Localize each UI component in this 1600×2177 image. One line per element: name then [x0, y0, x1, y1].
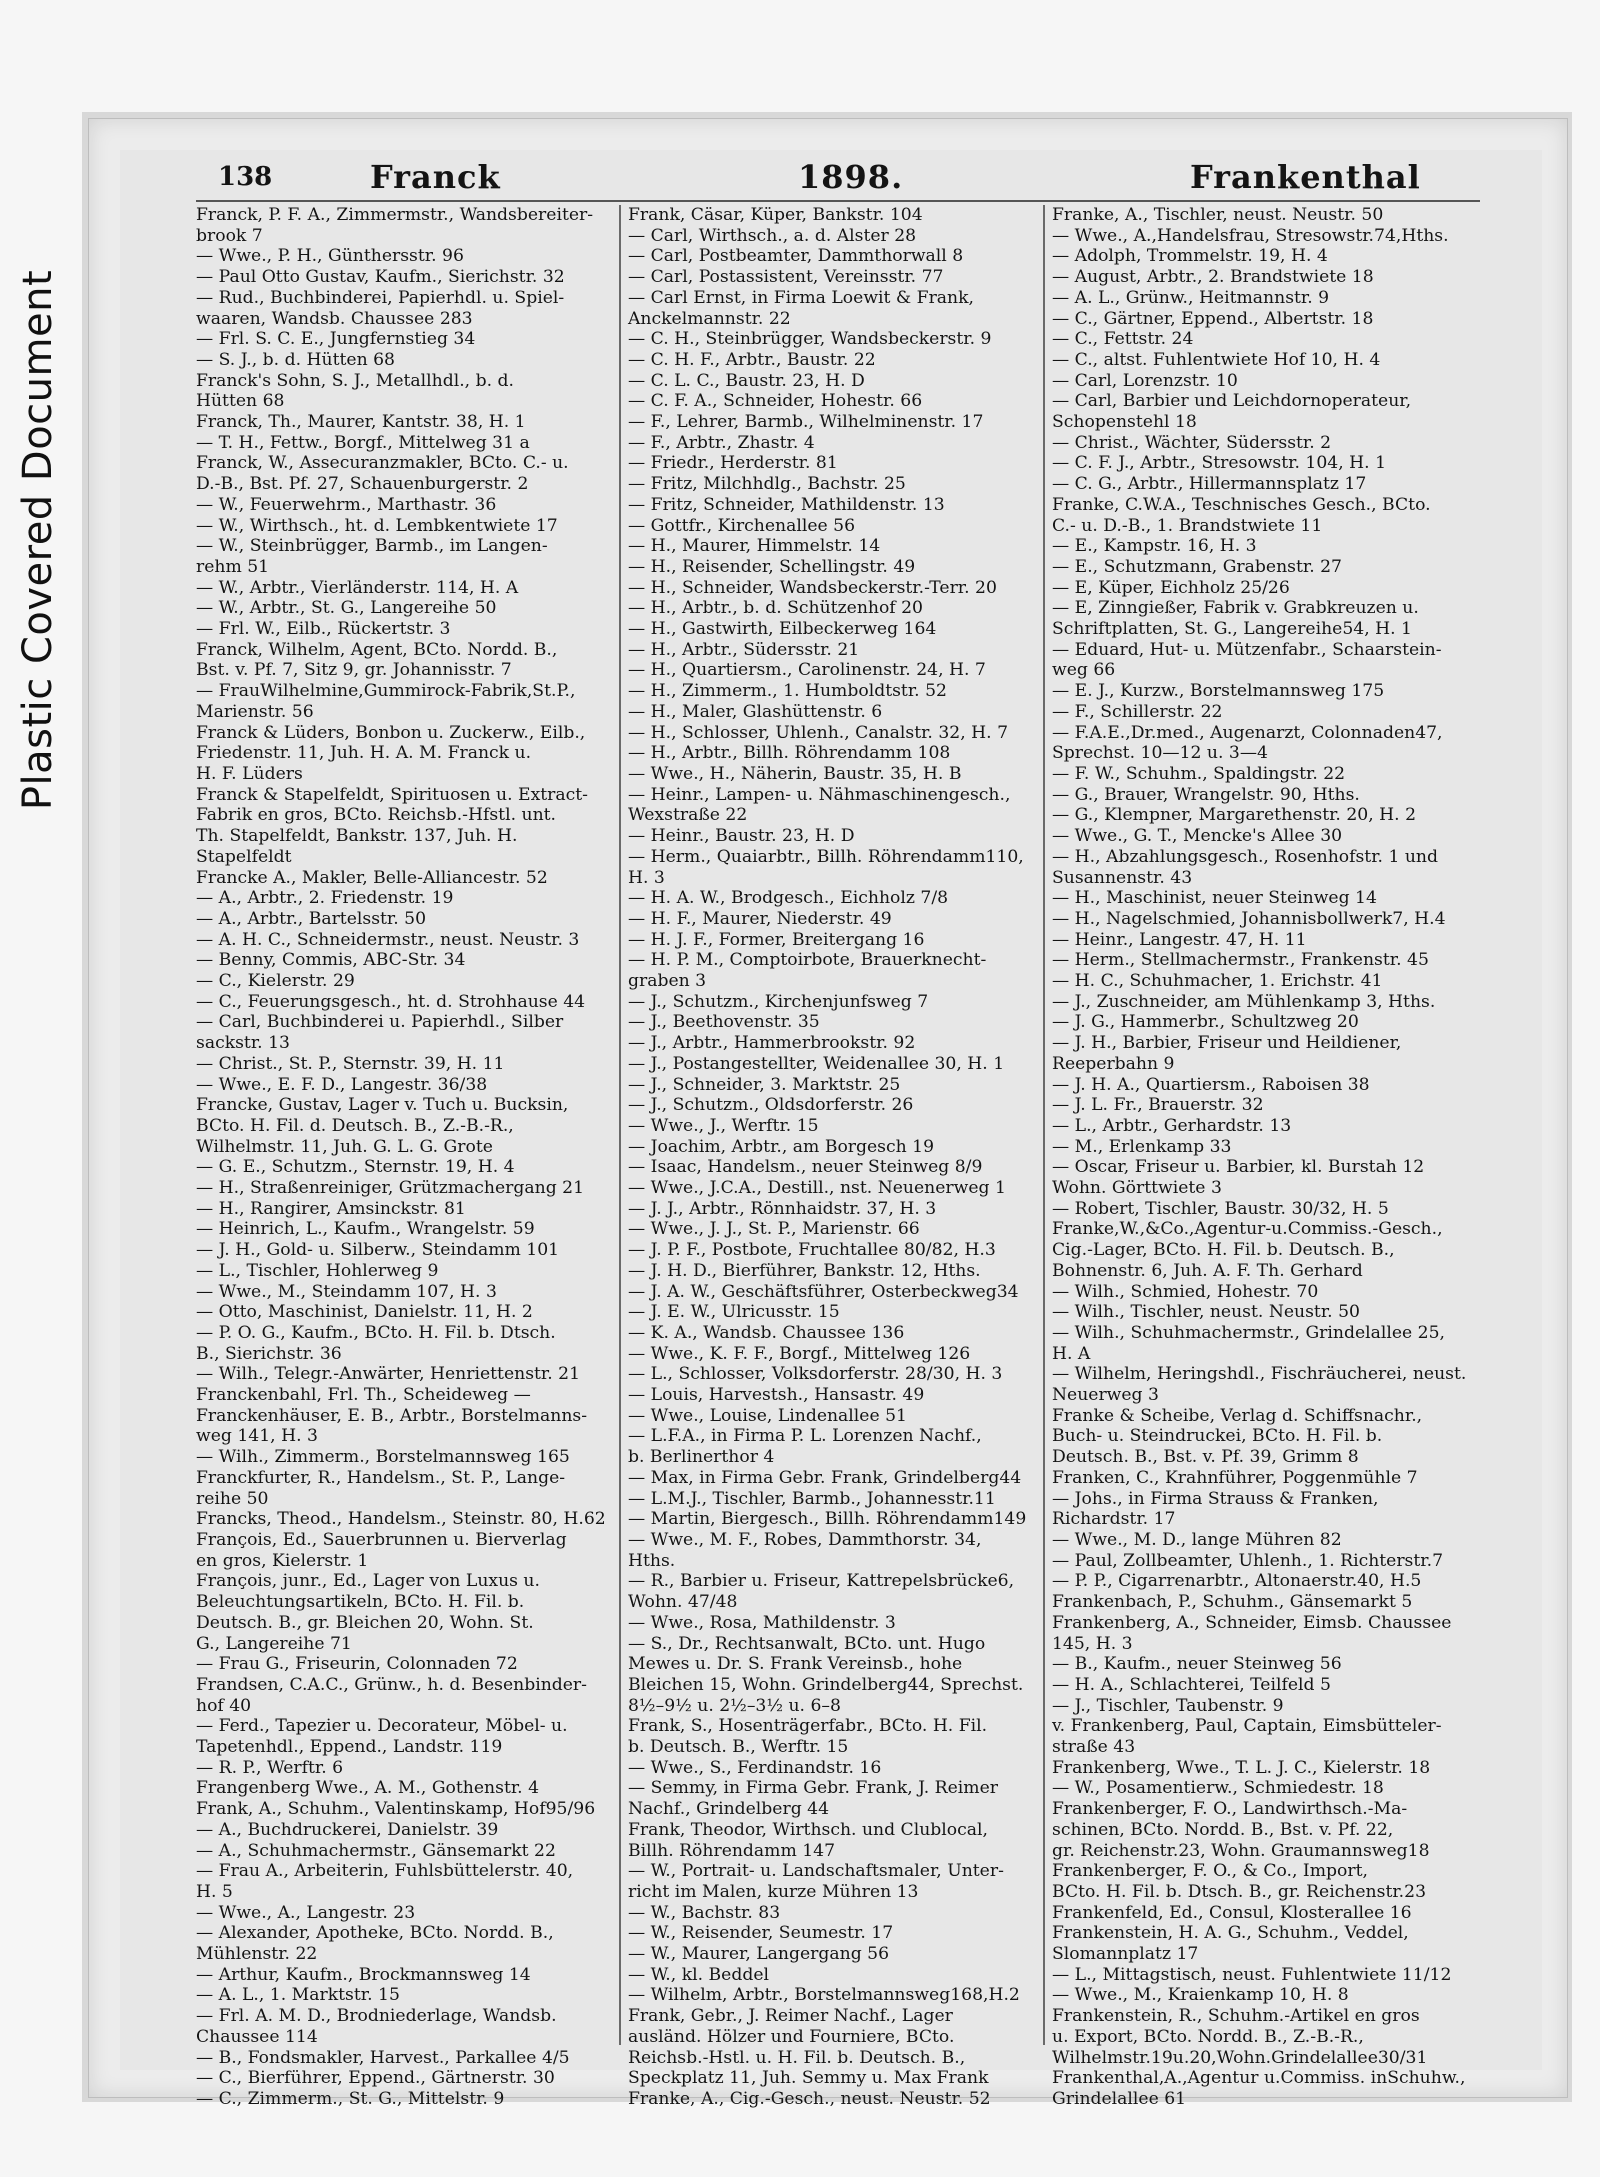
directory-line: weg 66: [1052, 660, 1116, 681]
directory-line: — S. J., b. d. Hütten 68: [196, 349, 395, 370]
directory-line: François, Ed., Sauerbrunnen u. Bierverlag: [196, 1530, 567, 1550]
directory-line: — Wwe., A., Langestr. 23: [196, 1902, 416, 1923]
directory-line: Buch- u. Steindruckei, BCto. H. Fil. b.: [1052, 1426, 1383, 1447]
directory-line: 145, H. 3: [1052, 1633, 1133, 1654]
directory-line: — H. J. F., Former, Breitergang 16: [628, 929, 925, 950]
directory-line: Tapetenhdl., Eppend., Landstr. 119: [196, 1737, 503, 1758]
directory-line: — K. A., Wandsb. Chaussee 136: [628, 1322, 905, 1343]
directory-line: — Wwe., A.,Handelsfrau, Stresowstr.74,Hths.: [1052, 225, 1449, 246]
directory-line: — Friedr., Herderstr. 81: [628, 453, 838, 474]
directory-line: hof 40: [196, 1695, 252, 1716]
directory-line: Frank, Cäsar, Küper, Bankstr. 104: [628, 205, 923, 225]
directory-line: Neuerweg 3: [1052, 1385, 1159, 1406]
directory-line: Franck, Wilhelm, Agent, BCto. Nordd. B.,: [196, 639, 558, 660]
directory-line: Beleuchtungsartikeln, BCto. H. Fil. b.: [196, 1592, 525, 1613]
directory-line: Reichsb.-Hstl. u. H. Fil. b. Deutsch. B.,: [628, 2047, 966, 2068]
directory-line: Franckfurter, R., Handelsm., St. P., Lange-: [196, 1467, 566, 1488]
directory-line: Francke, Gustav, Lager v. Tuch u. Bucksin,: [196, 1095, 569, 1116]
directory-line: — W., Steinbrügger, Barmb., im Langen-: [196, 536, 548, 557]
directory-line: — W., Arbtr., St. G., Langereihe 50: [196, 598, 497, 619]
directory-line: — L., Schlosser, Volksdorferstr. 28/30, H. 3: [628, 1364, 1003, 1385]
directory-line: — J. J., Arbtr., Rönnhaidstr. 37, H. 3: [628, 1198, 937, 1219]
directory-line: C.- u. D.-B., 1. Brandstwiete 11: [1052, 515, 1323, 536]
directory-line: Cig.-Lager, BCto. H. Fil. b. Deutsch. B.,: [1052, 1240, 1395, 1261]
directory-line: — J. H. D., Bierführer, Bankstr. 12, Hths.: [628, 1260, 981, 1281]
directory-line: Franck, Th., Maurer, Kantstr. 38, H. 1: [196, 412, 526, 433]
directory-line: — J. L. Fr., Brauerstr. 32: [1052, 1095, 1264, 1116]
directory-line: — Ferd., Tapezier u. Decorateur, Möbel- u.: [196, 1716, 568, 1737]
directory-line: — Wwe., J. J., St. P., Marienstr. 66: [628, 1219, 920, 1240]
directory-line: brook 7: [196, 225, 263, 246]
directory-line: — J. G., Hammerbr., Schultzweg 20: [1052, 1012, 1359, 1033]
directory-line: Frank, Theodor, Wirthsch. und Clublocal,: [628, 1819, 988, 1840]
directory-line: — C. L. C., Baustr. 23, H. D: [628, 370, 865, 391]
directory-line: — H., Schneider, Wandsbeckerstr.-Terr. 20: [628, 577, 997, 598]
directory-line: en gros, Kielerstr. 1: [196, 1550, 369, 1571]
directory-line: — H., Arbtr., b. d. Schützenhof 20: [628, 598, 923, 619]
directory-line: — J. P. F., Postbote, Fruchtallee 80/82, H.3: [628, 1240, 996, 1261]
directory-line: — Wilh., Schmied, Hohestr. 70: [1052, 1281, 1319, 1302]
directory-line: Wilhelmstr.19u.20,Wohn.Grindelallee30/31: [1052, 2047, 1428, 2068]
directory-line: Frandsen, C.A.C., Grünw., h. d. Besenbinder-: [196, 1674, 587, 1695]
side-watermark-label: Plastic Covered Document: [15, 269, 61, 811]
directory-line: — Max, in Firma Gebr. Frank, Grindelberg44: [628, 1467, 1022, 1488]
directory-line: — Frl. S. C. E., Jungfernstieg 34: [196, 329, 476, 350]
directory-line: Schriftplatten, St. G., Langereihe54, H. 1: [1052, 619, 1412, 640]
directory-line: Nachf., Grindelberg 44: [628, 1799, 830, 1820]
directory-line: rehm 51: [196, 556, 270, 577]
directory-line: — J., Tischler, Taubenstr. 9: [1052, 1695, 1284, 1716]
directory-line: Friedenstr. 11, Juh. H. A. M. Franck u.: [196, 743, 532, 764]
directory-line: Frankenstein, H. A. G., Schuhm., Veddel,: [1052, 1923, 1409, 1944]
directory-line: — A., Buchdruckerei, Danielstr. 39: [196, 1819, 499, 1840]
directory-line: — Heinr., Lampen- u. Nähmaschinengesch.,: [628, 784, 1011, 805]
directory-line: — R. P., Werftr. 6: [196, 1757, 344, 1778]
directory-line: Frank, A., Schuhm., Valentinskamp, Hof95/96: [196, 1799, 596, 1820]
directory-line: BCto. H. Fil. d. Deutsch. B., Z.-B.-R.,: [196, 1115, 514, 1136]
directory-line: Speckplatz 11, Juh. Semmy u. Max Frank: [628, 2068, 989, 2089]
directory-line: — C., Kielerstr. 29: [196, 971, 355, 992]
directory-line: — H., Zimmerm., 1. Humboldtstr. 52: [628, 681, 947, 702]
directory-line: Chaussee 114: [196, 2026, 318, 2047]
directory-line: — B., Kaufm., neuer Steinweg 56: [1052, 1654, 1342, 1675]
directory-line: — L.F.A., in Firma P. L. Lorenzen Nachf.,: [628, 1426, 982, 1447]
directory-line: — Oscar, Friseur u. Barbier, kl. Burstah 12: [1052, 1157, 1425, 1178]
directory-line: — Isaac, Handelsm., neuer Steinweg 8/9: [628, 1157, 983, 1178]
directory-line: — A., Schuhmachermstr., Gänsemarkt 22: [196, 1840, 556, 1861]
directory-line: — Wilhelm, Heringshdl., Fischräucherei, neust.: [1052, 1364, 1467, 1385]
page-number: 138: [218, 162, 273, 192]
directory-line: — H. C., Schuhmacher, 1. Erichstr. 41: [1052, 971, 1383, 992]
directory-line: Franck, P. F. A., Zimmermstr., Wandsbereiter-: [196, 205, 594, 225]
directory-column-1: [196, 205, 616, 2109]
directory-line: — Wwe., H., Näherin, Baustr. 35, H. B: [628, 763, 962, 784]
directory-line: — H., Nagelschmied, Johannisbollwerk7, H.4: [1052, 908, 1446, 929]
directory-line: Fabrik en gros, BCto. Reichsb.-Hfstl. unt.: [196, 805, 557, 826]
directory-line: — Wwe., J.C.A., Destill., nst. Neuenerweg 1: [628, 1178, 1006, 1199]
directory-line: — Martin, Biergesch., Billh. Röhrendamm149: [628, 1509, 1027, 1530]
directory-line: Wohn. 47/48: [628, 1592, 738, 1613]
directory-line: Susannenstr. 43: [1052, 867, 1193, 888]
directory-line: — H. P. M., Comptoirbote, Brauerknecht-: [628, 950, 987, 971]
directory-line: — W., Feuerwehrm., Marthastr. 36: [196, 494, 497, 515]
directory-line: — Wwe., P. H., Günthersstr. 96: [196, 246, 464, 267]
directory-line: B., Sierichstr. 36: [196, 1343, 342, 1364]
directory-line: — H., Maler, Glashüttenstr. 6: [628, 701, 883, 722]
directory-line: — Frl. A. M. D., Brodniederlage, Wandsb.: [196, 2006, 557, 2027]
directory-line: Marienstr. 56: [196, 701, 314, 722]
directory-line: — Heinr., Langestr. 47, H. 11: [1052, 929, 1307, 950]
directory-line: — H., Arbtr., Billh. Röhrendamm 108: [628, 743, 951, 764]
directory-line: — J., Postangestellter, Weidenallee 30, H. 1: [628, 1053, 1005, 1074]
directory-line: — F., Arbtr., Zhastr. 4: [628, 432, 815, 453]
directory-line: — Heinr., Baustr. 23, H. D: [628, 826, 855, 847]
directory-line: — Wilh., Zimmerm., Borstelmannsweg 165: [196, 1447, 570, 1468]
directory-line: — J. A. W., Geschäftsführer, Osterbeckweg34: [628, 1281, 1019, 1302]
directory-line: Frankenberg, A., Schneider, Eimsb. Chaussee: [1052, 1612, 1452, 1633]
directory-line: BCto. H. Fil. b. Dtsch. B., gr. Reichenstr.23: [1052, 1881, 1427, 1902]
directory-line: — C., Bierführer, Eppend., Gärtnerstr. 30: [196, 2068, 555, 2089]
directory-line: — Wwe., M., Steindamm 107, H. 3: [196, 1281, 497, 1302]
directory-line: — Louis, Harvestsh., Hansastr. 49: [628, 1385, 925, 1406]
directory-line: — Carl, Barbier und Leichdornoperateur,: [1052, 391, 1412, 412]
directory-line: — G., Klempner, Margarethenstr. 20, H. 2: [1052, 805, 1417, 826]
directory-line: — W., Portrait- u. Landschaftsmaler, Unter-: [628, 1861, 1004, 1882]
running-header-right: Frankenthal: [1190, 158, 1421, 196]
header-rule: [196, 200, 1480, 202]
directory-line: — Alexander, Apotheke, BCto. Nordd. B.,: [196, 1923, 554, 1944]
directory-line: — FrauWilhelmine,Gummirock-Fabrik,St.P.,: [196, 681, 576, 702]
running-header-year: 1898.: [798, 158, 904, 196]
directory-line: — A. L., Grünw., Heitmannstr. 9: [1052, 287, 1330, 308]
directory-line: H. A: [1052, 1343, 1091, 1364]
directory-line: Slomannplatz 17: [1052, 1944, 1199, 1965]
directory-column-3: [1052, 205, 1484, 2109]
directory-line: richt im Malen, kurze Mühren 13: [628, 1881, 919, 1902]
directory-line: Francke A., Makler, Belle-Alliancestr. 52: [196, 867, 548, 888]
directory-line: — Robert, Tischler, Baustr. 30/32, H. 5: [1052, 1198, 1389, 1219]
directory-line: — Wilh., Tischler, neust. Neustr. 50: [1052, 1302, 1360, 1323]
directory-line: — H., Reisender, Schellingstr. 49: [628, 556, 916, 577]
directory-line: — G., Brauer, Wrangelstr. 90, Hths.: [1052, 784, 1360, 805]
directory-line: — Johs., in Firma Strauss & Franken,: [1052, 1488, 1379, 1509]
directory-line: — F., Schillerstr. 22: [1052, 701, 1223, 722]
directory-line: — Wwe., M. F., Robes, Dammthorstr. 34,: [628, 1530, 982, 1550]
directory-line: — A., Arbtr., Bartelsstr. 50: [196, 908, 427, 929]
directory-line: — Wilh., Telegr.-Anwärter, Henriettenstr. 21: [196, 1364, 581, 1385]
directory-line: gr. Reichenstr.23, Wohn. Graumannsweg18: [1052, 1840, 1430, 1861]
directory-line: — J., Arbtr., Hammerbrookstr. 92: [628, 1033, 916, 1054]
directory-line: Sprechst. 10—12 u. 3—4: [1052, 743, 1268, 764]
directory-line: — Arthur, Kaufm., Brockmannsweg 14: [196, 1964, 531, 1985]
directory-line: — C. F. J., Arbtr., Stresowstr. 104, H. 1: [1052, 453, 1387, 474]
directory-line: — P. P., Cigarrenarbtr., Altonaerstr.40, H.5: [1052, 1571, 1422, 1592]
directory-line: — J. H. A., Quartiersm., Raboisen 38: [1052, 1074, 1370, 1095]
directory-line: Richardstr. 17: [1052, 1509, 1176, 1530]
directory-line: Franckenbahl, Frl. Th., Scheideweg —: [196, 1385, 531, 1406]
directory-line: — Benny, Commis, ABC-Str. 34: [196, 950, 466, 971]
directory-line: Wilhelmstr. 11, Juh. G. L. G. Grote: [196, 1136, 493, 1157]
directory-line: Wohn. Görttwiete 3: [1052, 1178, 1222, 1199]
directory-line: weg 141, H. 3: [196, 1426, 318, 1447]
directory-line: — W., Posamentierw., Schmiedestr. 18: [1052, 1778, 1384, 1799]
directory-line: — Christ., Wächter, Südersstr. 2: [1052, 432, 1332, 453]
directory-line: Francks, Theod., Handelsm., Steinstr. 80, H.62: [196, 1509, 606, 1530]
directory-line: — Adolph, Trommelstr. 19, H. 4: [1052, 246, 1328, 267]
directory-line: — M., Erlenkamp 33: [1052, 1136, 1232, 1157]
directory-line: — Frau G., Friseurin, Colonnaden 72: [196, 1654, 518, 1675]
directory-line: — E, Zinngießer, Fabrik v. Grabkreuzen u.: [1052, 598, 1419, 619]
directory-line: Th. Stapelfeldt, Bankstr. 137, Juh. H.: [196, 826, 518, 847]
directory-line: — Carl, Buchbinderei u. Papierhdl., Silber: [196, 1012, 564, 1033]
directory-line: — C., Feuerungsgesch., ht. d. Strohhause 44: [196, 991, 586, 1012]
directory-line: — J., Schutzm., Kirchenjunfsweg 7: [628, 991, 929, 1012]
directory-line: — A., Arbtr., 2. Friedenstr. 19: [196, 888, 454, 909]
directory-line: — Wwe., E. F. D., Langestr. 36/38: [196, 1074, 488, 1095]
directory-line: ausländ. Hölzer und Fourniere, BCto.: [628, 2026, 955, 2047]
directory-line: G., Langereihe 71: [196, 1633, 352, 1654]
directory-line: — Wilh., Schuhmachermstr., Grindelallee 25,: [1052, 1322, 1446, 1343]
directory-line: Franck & Lüders, Bonbon u. Zuckerw., Eilb.,: [196, 722, 586, 743]
directory-line: — Wwe., G. T., Mencke's Allee 30: [1052, 826, 1343, 847]
directory-line: — W., Maurer, Langergang 56: [628, 1944, 890, 1965]
directory-line: Reeperbahn 9: [1052, 1053, 1175, 1074]
directory-line: — W., kl. Beddel: [628, 1964, 770, 1985]
directory-line: — F., Lehrer, Barmb., Wilhelminenstr. 17: [628, 412, 984, 433]
directory-line: — C. H. F., Arbtr., Baustr. 22: [628, 349, 876, 370]
directory-line: — Rud., Buchbinderei, Papierhdl. u. Spiel-: [196, 287, 565, 308]
directory-line: — Carl, Postassistent, Vereinsstr. 77: [628, 267, 944, 288]
directory-line: graben 3: [628, 971, 707, 992]
directory-line: — Gottfr., Kirchenallee 56: [628, 515, 856, 536]
directory-line: — H. A., Schlachterei, Teilfeld 5: [1052, 1674, 1331, 1695]
directory-line: — Frau A., Arbeiterin, Fuhlsbüttelerstr. 40,: [196, 1861, 574, 1882]
column-divider: [619, 205, 621, 2045]
directory-line: — Paul, Zollbeamter, Uhlenh., 1. Richterstr.7: [1052, 1550, 1444, 1571]
directory-line: — L., Mittagstisch, neust. Fuhlentwiete 11/12: [1052, 1964, 1452, 1985]
directory-line: — E., Kampstr. 16, H. 3: [1052, 536, 1257, 557]
directory-line: Bleichen 15, Wohn. Grindelberg44, Sprechst.: [628, 1674, 1024, 1695]
directory-line: — L., Arbtr., Gerhardstr. 13: [1052, 1115, 1292, 1136]
directory-line: — J., Beethovenstr. 35: [628, 1012, 820, 1033]
directory-line: — C. H., Steinbrügger, Wandsbeckerstr. 9: [628, 329, 992, 350]
directory-line: — J. H., Barbier, Friseur und Heildiener,: [1052, 1033, 1402, 1054]
directory-line: — A. L., 1. Marktstr. 15: [196, 1985, 400, 2006]
directory-line: — C., altst. Fuhlentwiete Hof 10, H. 4: [1052, 349, 1381, 370]
directory-line: Schopenstehl 18: [1052, 412, 1197, 433]
directory-line: Franke & Scheibe, Verlag d. Schiffsnachr.,: [1052, 1405, 1423, 1426]
directory-line: — C., Zimmerm., St. G., Mittelstr. 9: [196, 2088, 505, 2109]
directory-line: — H., Arbtr., Südersstr. 21: [628, 639, 860, 660]
directory-line: Grindelallee 61: [1052, 2088, 1187, 2109]
directory-line: Deutsch. B., gr. Bleichen 20, Wohn. St.: [196, 1612, 534, 1633]
directory-line: b. Deutsch. B., Werftr. 15: [628, 1737, 849, 1758]
directory-line: Frank, Gebr., J. Reimer Nachf., Lager: [628, 2006, 953, 2027]
directory-line: — H., Quartiersm., Carolinenstr. 24, H. 7: [628, 660, 986, 681]
directory-line: — Wwe., S., Ferdinandstr. 16: [628, 1757, 882, 1778]
directory-line: — H., Maurer, Himmelstr. 14: [628, 536, 881, 557]
directory-line: reihe 50: [196, 1488, 269, 1509]
directory-line: — W., Reisender, Seumestr. 17: [628, 1923, 894, 1944]
directory-line: — W., Bachstr. 83: [628, 1902, 781, 1923]
directory-line: Mewes u. Dr. S. Frank Vereinsb., hohe: [628, 1654, 963, 1675]
directory-line: — T. H., Fettw., Borgf., Mittelweg 31 a: [196, 432, 530, 453]
directory-line: Frankenbach, P., Schuhm., Gänsemarkt 5: [1052, 1592, 1413, 1613]
directory-line: — Wwe., Rosa, Mathildenstr. 3: [628, 1612, 896, 1633]
running-header-left: Franck: [370, 158, 501, 196]
directory-line: schinen, BCto. Nordd. B., Bst. v. Pf. 22,: [1052, 1819, 1394, 1840]
directory-line: Frankenstein, R., Schuhm.-Artikel en gros: [1052, 2006, 1420, 2027]
directory-line: — Carl, Lorenzstr. 10: [1052, 370, 1238, 391]
directory-line: — J., Schutzm., Oldsdorferstr. 26: [628, 1095, 914, 1116]
directory-line: — J., Zuschneider, am Mühlenkamp 3, Hths.: [1052, 991, 1436, 1012]
directory-line: — H. A. W., Brodgesch., Eichholz 7/8: [628, 888, 949, 909]
directory-line: Frankenfeld, Ed., Consul, Klosterallee 16: [1052, 1902, 1412, 1923]
directory-line: Franck, W., Assecuranzmakler, BCto. C.- u.: [196, 453, 569, 474]
directory-line: — Wwe., Louise, Lindenallee 51: [628, 1405, 907, 1426]
directory-line: — J. H., Gold- u. Silberw., Steindamm 101: [196, 1240, 560, 1261]
directory-line: Mühlenstr. 22: [196, 1944, 318, 1965]
directory-line: — Carl, Wirthsch., a. d. Alster 28: [628, 225, 917, 246]
directory-line: — C. F. A., Schneider, Hohestr. 66: [628, 391, 923, 412]
directory-line: — Wwe., M. D., lange Mühren 82: [1052, 1530, 1342, 1550]
directory-line: — Fritz, Milchhdlg., Bachstr. 25: [628, 474, 906, 495]
directory-line: Frankenberg, Wwe., T. L. J. C., Kielerstr. 18: [1052, 1757, 1431, 1778]
directory-line: waaren, Wandsb. Chaussee 283: [196, 308, 473, 329]
directory-line: u. Export, BCto. Nordd. B., Z.-B.-R.,: [1052, 2026, 1364, 2047]
directory-column-2: [628, 205, 1038, 2109]
directory-line: Franke, A., Tischler, neust. Neustr. 50: [1052, 205, 1384, 225]
directory-line: 8½–9½ u. 2½–3½ u. 6–8: [628, 1695, 841, 1716]
directory-line: Frangenberg Wwe., A. M., Gothenstr. 4: [196, 1778, 540, 1799]
directory-line: — J. E. W., Ulricusstr. 15: [628, 1302, 840, 1323]
directory-line: Stapelfeldt: [196, 846, 292, 867]
directory-line: — L., Tischler, Hohlerweg 9: [196, 1260, 439, 1281]
directory-line: Wexstraße 22: [628, 805, 748, 826]
directory-line: — J., Schneider, 3. Marktstr. 25: [628, 1074, 901, 1095]
directory-line: — Fritz, Schneider, Mathildenstr. 13: [628, 494, 945, 515]
directory-line: — Carl, Postbeamter, Dammthorwall 8: [628, 246, 964, 267]
directory-line: — S., Dr., Rechtsanwalt, BCto. unt. Hugo: [628, 1633, 986, 1654]
directory-line: — Wwe., K. F. F., Borgf., Mittelweg 126: [628, 1343, 971, 1364]
directory-line: — H. F., Maurer, Niederstr. 49: [628, 908, 892, 929]
directory-line: — C., Gärtner, Eppend., Albertstr. 18: [1052, 308, 1374, 329]
directory-line: — August, Arbtr., 2. Brandstwiete 18: [1052, 267, 1374, 288]
directory-line: v. Frankenberg, Paul, Captain, Eimsbütteler-: [1052, 1716, 1442, 1737]
directory-line: — E., Schutzmann, Grabenstr. 27: [1052, 556, 1342, 577]
column-divider: [1043, 205, 1045, 2045]
directory-line: — H., Gastwirth, Eilbeckerweg 164: [628, 619, 937, 640]
directory-line: — H., Straßenreiniger, Grützmachergang 21: [196, 1178, 585, 1199]
directory-line: Frankenberger, F. O., Landwirthsch.-Ma-: [1052, 1799, 1408, 1820]
directory-line: Frankenberger, F. O., & Co., Import,: [1052, 1861, 1368, 1882]
directory-line: Bst. v. Pf. 7, Sitz 9, gr. Johannisstr. 7: [196, 660, 512, 681]
directory-line: François, junr., Ed., Lager von Luxus u.: [196, 1571, 540, 1592]
directory-line: Hütten 68: [196, 391, 285, 412]
directory-line: — Semmy, in Firma Gebr. Frank, J. Reimer: [628, 1778, 998, 1799]
directory-line: — B., Fondsmakler, Harvest., Parkallee 4/5: [196, 2047, 570, 2068]
directory-line: — F.A.E.,Dr.med., Augenarzt, Colonnaden47,: [1052, 722, 1443, 743]
directory-line: H. F. Lüders: [196, 763, 303, 784]
directory-line: Bohnenstr. 6, Juh. A. F. Th. Gerhard: [1052, 1260, 1363, 1281]
directory-line: — Wwe., M., Kraienkamp 10, H. 8: [1052, 1985, 1349, 2006]
directory-line: — H., Abzahlungsgesch., Rosenhofstr. 1 und: [1052, 846, 1439, 867]
directory-line: Frankenthal,A.,Agentur u.Commiss. inSchuhw.,: [1052, 2068, 1466, 2089]
directory-line: — Otto, Maschinist, Danielstr. 11, H. 2: [196, 1302, 533, 1323]
directory-line: — C., Fettstr. 24: [1052, 329, 1194, 350]
directory-line: Frank, S., Hosenträgerfabr., BCto. H. Fil.: [628, 1716, 988, 1737]
directory-line: — Paul Otto Gustav, Kaufm., Sierichstr. 32: [196, 267, 565, 288]
directory-line: Franckenhäuser, E. B., Arbtr., Borstelmanns-: [196, 1405, 588, 1426]
directory-line: — Wwe., J., Werftr. 15: [628, 1115, 819, 1136]
directory-line: — W., Wirthsch., ht. d. Lembkentwiete 17: [196, 515, 558, 536]
directory-line: Franke, A., Cig.-Gesch., neust. Neustr. 52: [628, 2088, 991, 2109]
directory-line: Billh. Röhrendamm 147: [628, 1840, 836, 1861]
directory-line: Franke, C.W.A., Teschnisches Gesch., BCto.: [1052, 494, 1431, 515]
directory-line: H. 5: [196, 1881, 233, 1902]
directory-line: — Carl Ernst, in Firma Loewit & Frank,: [628, 287, 974, 308]
directory-line: — Christ., St. P., Sternstr. 39, H. 11: [196, 1053, 505, 1074]
directory-line: — Frl. W., Eilb., Rückertstr. 3: [196, 619, 451, 640]
directory-line: — H., Maschinist, neuer Steinweg 14: [1052, 888, 1377, 909]
directory-line: Franke,W.,&Co.,Agentur-u.Commiss.-Gesch.,: [1052, 1219, 1443, 1240]
directory-line: — H., Rangirer, Amsinckstr. 81: [196, 1198, 466, 1219]
directory-line: D.-B., Bst. Pf. 27, Schauenburgerstr. 2: [196, 474, 529, 495]
directory-line: — Wilhelm, Arbtr., Borstelmannsweg168,H.2: [628, 1985, 1020, 2006]
directory-line: — E. J., Kurzw., Borstelmannsweg 175: [1052, 681, 1385, 702]
directory-line: Hths.: [628, 1550, 676, 1571]
directory-line: Franck's Sohn, S. J., Metallhdl., b. d.: [196, 370, 515, 391]
directory-line: b. Berlinerthor 4: [628, 1447, 775, 1468]
directory-line: — F. W., Schuhm., Spaldingstr. 22: [1052, 763, 1346, 784]
directory-line: — W., Arbtr., Vierländerstr. 114, H. A: [196, 577, 519, 598]
directory-line: — L.M.J., Tischler, Barmb., Johannesstr.11: [628, 1488, 996, 1509]
directory-line: — Joachim, Arbtr., am Borgesch 19: [628, 1136, 935, 1157]
directory-line: — C. G., Arbtr., Hillermannsplatz 17: [1052, 474, 1367, 495]
directory-line: — Eduard, Hut- u. Mützenfabr., Schaarstein-: [1052, 639, 1442, 660]
directory-line: Deutsch. B., Bst. v. Pf. 39, Grimm 8: [1052, 1447, 1359, 1468]
directory-line: — P. O. G., Kaufm., BCto. H. Fil. b. Dtsch.: [196, 1322, 556, 1343]
directory-line: sackstr. 13: [196, 1033, 290, 1054]
directory-line: — A. H. C., Schneidermstr., neust. Neustr. 3: [196, 929, 580, 950]
directory-line: Anckelmannstr. 22: [628, 308, 791, 329]
directory-line: straße 43: [1052, 1737, 1136, 1758]
directory-line: — R., Barbier u. Friseur, Kattrepelsbrücke6,: [628, 1571, 1015, 1592]
directory-line: — G. E., Schutzm., Sternstr. 19, H. 4: [196, 1157, 515, 1178]
directory-line: — Herm., Stellmachermstr., Frankenstr. 45: [1052, 950, 1429, 971]
directory-line: — E, Küper, Eichholz 25/26: [1052, 577, 1290, 598]
directory-line: — Heinrich, L., Kaufm., Wrangelstr. 59: [196, 1219, 535, 1240]
directory-line: H. 3: [628, 867, 665, 888]
directory-line: — H., Schlosser, Uhlenh., Canalstr. 32, H. 7: [628, 722, 1009, 743]
directory-line: Franken, C., Krahnführer, Poggenmühle 7: [1052, 1467, 1418, 1488]
directory-line: Franck & Stapelfeldt, Spirituosen u. Extract-: [196, 784, 588, 805]
directory-line: — Herm., Quaiarbtr., Billh. Röhrendamm110,: [628, 846, 1024, 867]
